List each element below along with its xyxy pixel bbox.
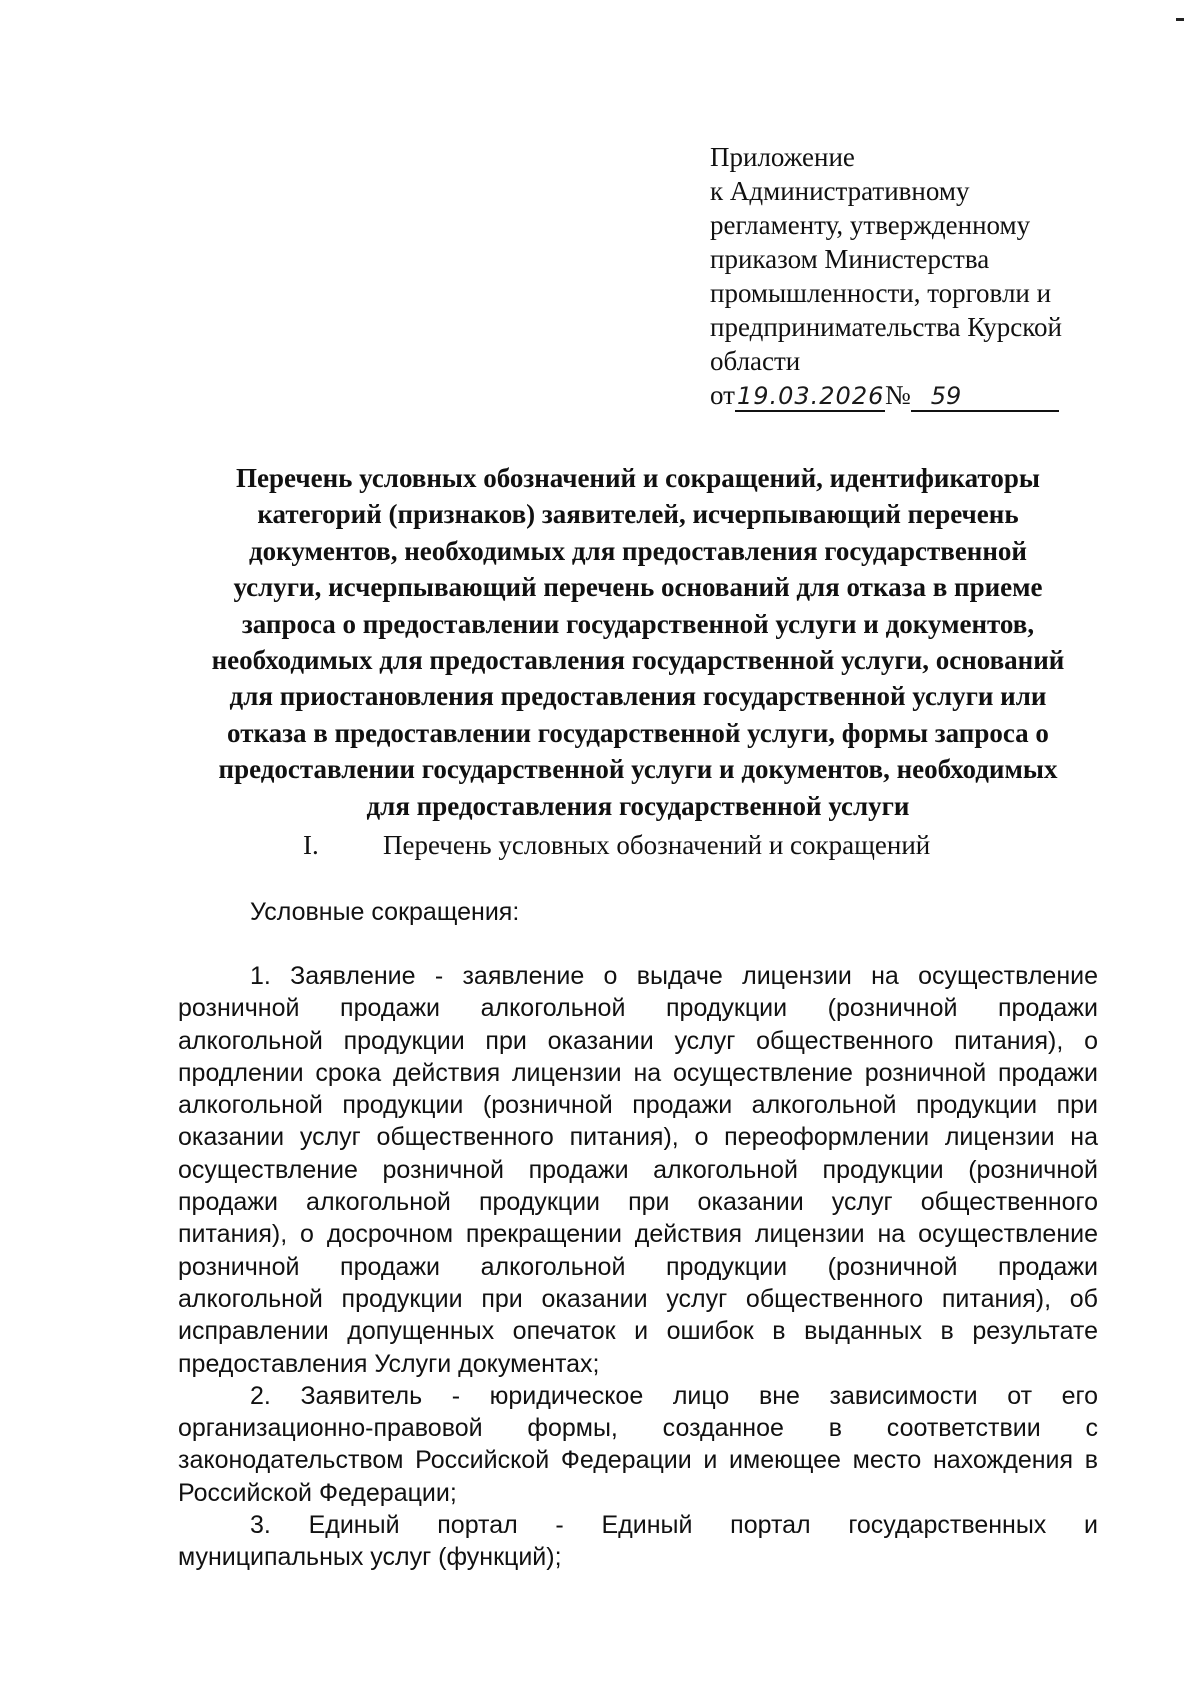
handwritten-date: 19.03.2026	[736, 382, 885, 410]
title-line: Перечень условных обозначений и сокращений, идентификаторы	[236, 463, 1040, 493]
body-text	[178, 960, 1098, 1574]
date-prefix: от	[710, 380, 735, 410]
appendix-line: приказом Министерства	[710, 244, 990, 274]
number-prefix: №	[884, 380, 911, 410]
subheading: Условные сокращения:	[250, 898, 520, 926]
title-line: запроса о предоставлении государственной услуги и документов,	[241, 608, 1035, 639]
body-line: исправлении допущенных опечаток и ошибок в выданных в результате	[178, 1317, 1098, 1346]
title-line: предоставлении государственной услуги и документов, необходимых	[218, 754, 1058, 785]
title-line: категорий (признаков) заявителей, исчерпывающий перечень	[257, 499, 1019, 530]
section-number: I.	[303, 830, 319, 860]
title-line: необходимых для предоставления государственной услуги, оснований	[211, 645, 1065, 676]
handwritten-number: 59	[911, 382, 1059, 412]
body-line: алкогольной продукции (розничной продажи алкогольной продукции при	[178, 1091, 1098, 1120]
body-line: законодательством Российской Федерации и имеющее место нахождения в	[178, 1446, 1098, 1475]
title-line: услуги, исчерпывающий перечень оснований для отказа в приеме	[233, 572, 1043, 603]
appendix-line: Приложение	[710, 142, 855, 172]
body-line: розничной продажи алкогольной продукции (розничной продажи	[178, 1252, 1098, 1281]
section-heading	[303, 828, 930, 862]
body-line: продлении срока действия лицензии на осуществление розничной продажи	[178, 1058, 1098, 1087]
scan-mark	[1176, 18, 1184, 21]
title-line: для приостановления предоставления государственной услуги или	[229, 681, 1047, 712]
body-line: продажи алкогольной продукции при оказании услуг общественного	[178, 1188, 1098, 1217]
body-line: осуществление розничной продажи алкогольной продукции (розничной	[178, 1155, 1098, 1184]
body-line: розничной продажи алкогольной продукции (розничной продажи	[178, 994, 1098, 1023]
appendix-line: предпринимательства Курской	[710, 312, 1062, 342]
body-line: оказании услуг общественного питания), о переоформлении лицензии на	[178, 1123, 1098, 1152]
appendix-line: к Административному	[710, 176, 970, 206]
appendix-line: области	[710, 346, 801, 376]
body-line: питания), о досрочном прекращении действия лицензии на осуществление	[178, 1220, 1098, 1249]
appendix-header	[710, 140, 1130, 412]
appendix-line: промышленности, торговли и	[710, 278, 1052, 308]
body-line: алкогольной продукции при оказании услуг общественного питания), об	[178, 1284, 1098, 1313]
document-title	[178, 460, 1098, 824]
title-line: отказа в предоставлении государственной услуги, формы запроса о	[227, 717, 1049, 748]
title-line: для предоставления государственной услуги	[366, 790, 910, 821]
appendix-line: регламенту, утвержденному	[710, 210, 1031, 240]
body-line: 3. Единый портал - Единый портал государственных и	[250, 1511, 1098, 1540]
body-line: муниципальных услуг (функций);	[178, 1543, 562, 1572]
body-line: Российской Федерации;	[178, 1478, 457, 1507]
body-line: организационно-правовой формы, созданное в соответствии с	[178, 1414, 1098, 1443]
title-line: документов, необходимых для предоставления государственной	[249, 535, 1027, 566]
body-line: предоставления Услуги документах;	[178, 1349, 600, 1378]
order-date-number	[710, 378, 1130, 412]
body-line: 2. Заявитель - юридическое лицо вне зависимости от его	[250, 1381, 1098, 1410]
body-line: алкогольной продукции при оказании услуг общественного питания), о	[178, 1026, 1098, 1055]
section-title: Перечень условных обозначений и сокращений	[383, 830, 931, 860]
body-line: 1. Заявление - заявление о выдаче лицензии на осуществление	[250, 962, 1098, 990]
